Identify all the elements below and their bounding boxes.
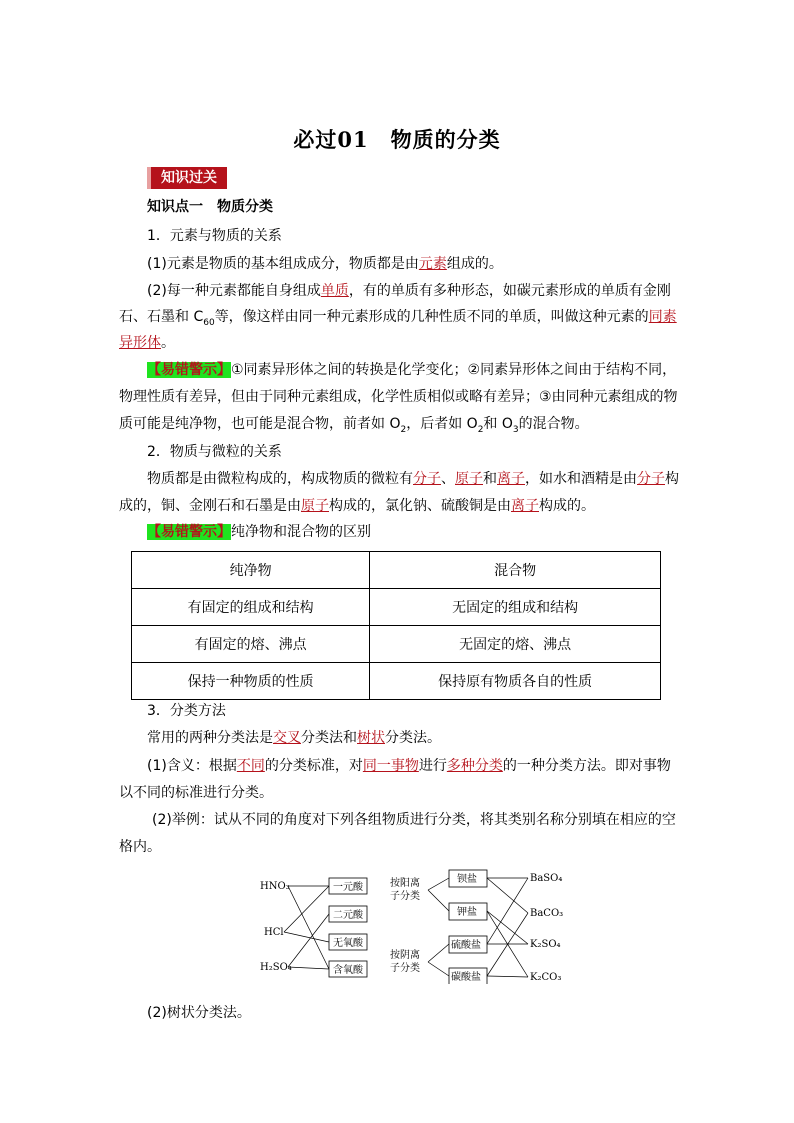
svg-text:含氧酸: 含氧酸 xyxy=(333,965,363,976)
right-box xyxy=(449,903,487,920)
right-box xyxy=(449,870,487,887)
warning-1-line-3: 质可能是纯净物，也可能是混合物，前者如 $O_2$，后者如 $O_2$和 $O_3$的混合物。 xyxy=(119,416,589,435)
page-title xyxy=(0,124,794,154)
subsection-heading-1: 1．元素与物质的关系 xyxy=(147,228,282,244)
left-item: HCl xyxy=(264,927,284,938)
paragraph-3-line-2: 成的，铜、金刚石和石墨是由原子构成的，氯化钠、硫酸铜是由离子构成的。 xyxy=(119,498,595,514)
comparison-table xyxy=(131,551,661,700)
table-row xyxy=(132,663,661,700)
left-box xyxy=(329,878,367,894)
left-box xyxy=(329,934,367,950)
table-cell: 保持一种物质的性质 xyxy=(132,663,370,700)
group-label: 子分类 xyxy=(390,891,420,902)
paragraph-5-line-1: (1)含义：根据不同的分类标准，对同一事物进行多种分类的一种分类方法。即对事物 xyxy=(147,758,671,774)
paragraph-7: (2)树状分类法。 xyxy=(147,1005,251,1021)
right-item: BaCO₃ xyxy=(530,908,564,919)
left-box xyxy=(329,906,367,922)
table-header-cell: 纯净物 xyxy=(132,552,370,589)
svg-text:无氧酸: 无氧酸 xyxy=(333,938,363,949)
left-box xyxy=(329,961,367,977)
left-connectors xyxy=(284,886,329,969)
group-label: 按阳离 xyxy=(390,878,420,889)
knowledge-badge: 知识过关 xyxy=(147,167,227,189)
table-cell: 有固定的组成和结构 xyxy=(132,589,370,626)
paragraph-2-line-1: (2)每一种元素都能自身组成单质，有的单质有多种形态，如碳元素形成的单质有金刚 xyxy=(147,283,671,299)
table-cell: 保持原有物质各自的性质 xyxy=(370,663,661,700)
group-label: 子分类 xyxy=(390,963,420,974)
table-cell: 有固定的熔、沸点 xyxy=(132,626,370,663)
paragraph-2-line-3: 异形体。 xyxy=(119,335,175,351)
group-label: 按阴离 xyxy=(390,950,420,961)
subsection-heading-2: 2．物质与微粒的关系 xyxy=(147,444,282,460)
paragraph-2-line-2: 石、石墨和 $C_{60}$等，像这样由同一种元素形成的几种性质不同的单质，叫做这种元素的同素 xyxy=(119,309,677,328)
subsection-heading-3: 3．分类方法 xyxy=(147,703,226,719)
svg-text:一元酸: 一元酸 xyxy=(333,882,363,893)
svg-text:硫酸盐: 硫酸盐 xyxy=(451,940,481,951)
svg-text:二元酸: 二元酸 xyxy=(333,910,363,921)
left-item: HNO₃ xyxy=(260,881,290,892)
warning-1-line-1: 【易错警示】①同素异形体之间的转换是化学变化；②同素异形体之间由于结构不同， xyxy=(147,362,677,378)
group-brackets xyxy=(428,878,449,976)
title-main: 物质的分类 xyxy=(390,127,501,152)
paragraph-6-line-1: (2)举例：试从不同的角度对下列各组物质进行分类，将其类别名称分别填在相应的空 xyxy=(152,812,676,828)
cross-classification-diagram xyxy=(250,866,570,984)
svg-text:碳酸盐: 碳酸盐 xyxy=(451,972,481,983)
table-header-row xyxy=(132,552,661,589)
right-box xyxy=(449,936,487,953)
table-cell: 无固定的组成和结构 xyxy=(370,589,661,626)
paragraph-4: 常用的两种分类法是交叉分类法和树状分类法。 xyxy=(147,730,441,746)
right-item: K₂SO₄ xyxy=(530,939,561,950)
paragraph-6-line-2: 格内。 xyxy=(119,839,161,855)
svg-text:钾盐: 钾盐 xyxy=(457,907,477,918)
warning-label: 【易错警示】 xyxy=(147,524,231,540)
paragraph-3-line-1: 物质都是由微粒构成的，构成物质的微粒有分子、原子和离子，如水和酒精是由分子构 xyxy=(147,471,679,487)
right-item: K₂CO₃ xyxy=(530,972,562,983)
section-heading: 知识点一 物质分类 xyxy=(147,199,273,215)
left-item: H₂SO₄ xyxy=(260,962,292,973)
svg-text:钡盐: 钡盐 xyxy=(457,874,477,885)
paragraph-1: (1)元素是物质的基本组成成分，物质都是由元素组成的。 xyxy=(147,256,503,272)
title-prefix: 必过01 xyxy=(293,127,369,152)
paragraph-5-line-2: 以不同的标准进行分类。 xyxy=(119,785,273,801)
warning-1-line-2: 物理性质有差异，但由于同种元素组成，化学性质相似或略有差异；③由同种元素组成的物 xyxy=(119,389,678,405)
right-item: BaSO₄ xyxy=(530,873,563,884)
table-row xyxy=(132,626,661,663)
table-row xyxy=(132,589,661,626)
table-cell: 无固定的熔、沸点 xyxy=(370,626,661,663)
right-connectors xyxy=(487,878,528,977)
table-header-cell: 混合物 xyxy=(370,552,661,589)
warning-label: 【易错警示】 xyxy=(147,362,231,378)
right-box xyxy=(449,968,487,984)
warning-2: 【易错警示】纯净物和混合物的区别 xyxy=(147,524,371,540)
